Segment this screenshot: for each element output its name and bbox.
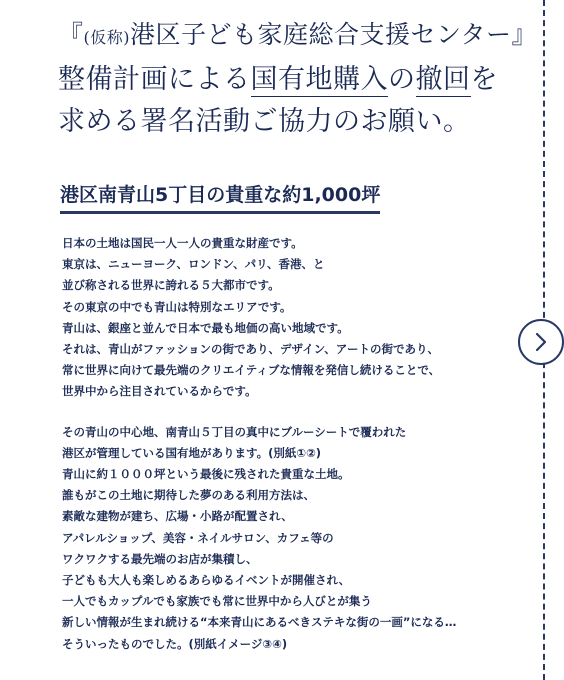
paragraph-2 [62, 422, 522, 655]
headline-underlined-purchase: 国有地購入 [250, 64, 388, 95]
body-text [62, 233, 522, 655]
section-title: 港区南青山5丁目の貴重な約1,000坪 [60, 180, 380, 214]
paragraph-line: 港区が管理している国有地があります。(別紙①②) [62, 445, 322, 460]
paragraph-line: 世界中から注目されているからです。 [62, 384, 257, 399]
paragraph-line: 常に世界に向けて最先端のクリエイティブな情報を発信し続けることで、 [62, 363, 441, 378]
headline-center-name: 港区子ども家庭総合支援センター』 [130, 20, 538, 49]
paragraph-line: 一人でもカップルでも家族でも常に世界中から人びとが集う [62, 594, 372, 609]
headline-line-3: 求める署名活動ご協力のお願い。 [58, 106, 471, 137]
headline [58, 14, 538, 143]
paragraph-line: 日本の土地は国民一人一人の貴重な財産です。 [62, 236, 303, 250]
paragraph-line: 東京は、ニューヨーク、ロンドン、パリ、香港、と [62, 257, 325, 272]
paragraph-line: それは、青山がファッションの街であり、デザイン、アートの街であり、 [62, 342, 439, 357]
paragraph-line: 素敵な建物が建ち、広場・小路が配置され、 [62, 509, 293, 524]
headline-line-1 [58, 14, 538, 59]
paragraph-line: 子どもも大人も楽しめるあらゆるイベントが開催され、 [62, 573, 351, 588]
paragraph-line: 並び称される世界に誇れる５大都市です。 [62, 278, 280, 293]
headline-tentative-label: (仮称) [83, 28, 131, 47]
paragraph-1 [62, 233, 522, 403]
headline-line2-mid: の [388, 64, 416, 95]
next-slide-button[interactable] [518, 319, 564, 365]
paragraph-line: 誰もがこの土地に期待した夢のある利用方法は、 [62, 488, 315, 503]
headline-line2-post: を [470, 64, 498, 95]
headline-underlined-withdrawal: 撤回 [415, 64, 471, 95]
paragraph-line: その青山の中心地、南青山５丁目の真中にブルーシートで覆われた [62, 424, 407, 439]
paragraph-line: 青山は、銀座と並んで日本で最も地価の高い地域です。 [62, 320, 349, 335]
chevron-right-icon [532, 332, 550, 352]
paragraph-line: ワクワクする最先端のお店が集積し、 [62, 551, 258, 566]
headline-line2-pre: 整備計画による [58, 64, 251, 95]
paragraph-line: アパレルショップ、美容・ネイルサロン、カフェ等の [62, 530, 334, 545]
paragraph-line: 新しい情報が生まれ続ける“本来青山にあるべきステキな街の一画”になる… [62, 615, 457, 630]
paragraph-line: 青山に約１０００坪という最後に残された貴重な土地。 [62, 467, 350, 482]
paragraph-line: そういったものでした。(別紙イメージ③④) [62, 636, 288, 651]
headline-bracket-open: 『 [58, 20, 84, 49]
paragraph-line: その東京の中でも青山は特別なエリアです。 [62, 299, 292, 314]
headline-line-2 [58, 59, 528, 101]
